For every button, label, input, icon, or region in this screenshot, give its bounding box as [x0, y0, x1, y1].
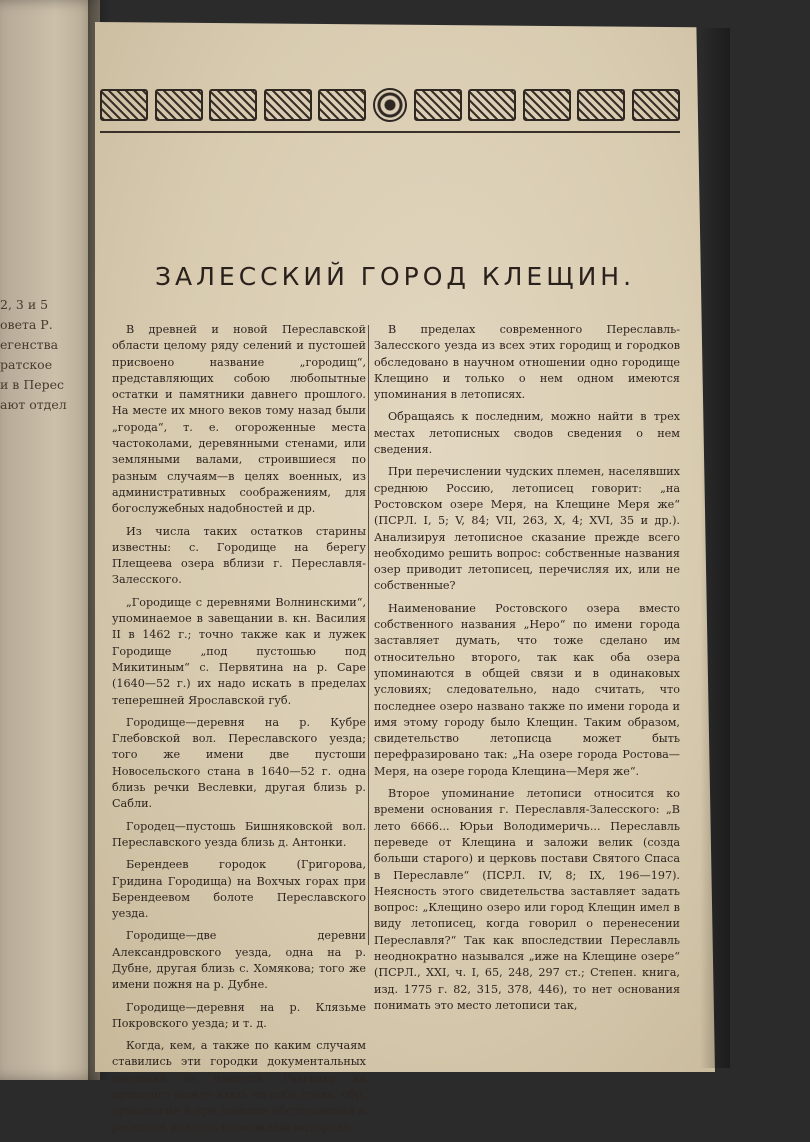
paragraph: Городец—пустошь Бишняковской вол. Переславского уезда близь д. Антонки.: [112, 819, 366, 849]
ornament-panel: [209, 89, 257, 121]
left-column: [112, 322, 366, 1142]
left-text-line: 2, 3 и 5: [0, 297, 49, 312]
left-text-line: ратское: [0, 357, 53, 372]
paragraph: Из числа таких остатков старины известны: с. Городище на берегу Плещеева озера вблизи г. Переславля-Залесского.: [112, 524, 366, 587]
paragraph: Когда, кем, а также по каким случаям ставились эти городки документальных сведений не имеется. Разгадку их прошлого может взять на себя главн. обр. археология и при помощи обследований и раскопок извлечь возможный материал.: [112, 1039, 366, 1134]
left-text-line: ают отдел: [0, 397, 67, 412]
left-text-line: овета Р.: [0, 317, 53, 332]
ornament-panel: [577, 89, 625, 121]
paragraph: В древней и новой Переславской области целому ряду селений и пустошей присвоено название „городищ“, представляющих собою любопытные остатки и памятники давнего прошлого. На месте их много веков тому назад были „города“, т. е. огороженные места частоколами, деревянными стенами, или земляными валами, строившиеся по разным случаям—в целях военных, из административных соображениям, для богослужебных надобностей и др.: [112, 323, 366, 516]
paragraph: Городище—деревня на р. Клязьме Покровского уезда; и т. д.: [112, 1000, 366, 1030]
ornament-rule: [100, 131, 680, 133]
ornament-panel: [632, 89, 680, 121]
paragraph: При перечислении чудских племен, населявших среднюю Россию, летописец говорит: „на Ростовском озере Меря, на Клещине Меря же“ (ПСРЛ. I, 5; V, 84; VII, 263, X, 4; XVI, 35 и др.). Анализируя летописное сказание прежде всего необходимо решить вопрос: собственные названия озер приводит летописец, перечисляя их, или не собственные?: [374, 465, 680, 593]
ornament-panel: [100, 89, 148, 121]
ornament-panel: [523, 89, 571, 121]
paragraph: Городище—деревня на р. Кубре Глебовской вол. Переславского уезда; того же имени две пустоши Новосельского стана в 1640—52 г. одна близь речки Веслевки, другая близь р. Сабли.: [112, 715, 366, 811]
paragraph: Берендеев городок (Григорова, Гридина Городища) на Вохчых горах при Берендеевом болоте Переславского уезда.: [112, 858, 366, 921]
paragraph: В пределах современного Переславль-Залесского уезда из всех этих городищ и городков обследовано в научном отношении одно городище Клещино и только о нем одном имеются упоминания в летописях.: [374, 323, 680, 402]
article-title: ЗАЛЕССКИЙ ГОРОД КЛЕЩИН.: [154, 262, 636, 291]
paragraph: Второе упоминание летописи относится ко времени основания г. Переславля-Залесского: „В лето 6666... Юрьи Володимеричь... Переславль переведе от Клещина и заложи велик (созда больши старого) и церковь постави Святого Спаса в Переславле“ (ПСРЛ. IV, 8; IX, 196—197). Неясность этого свидетельства заставляет задать вопрос: „Клещино озеро или город Клещин имел в виду летописец, когда говорил о перенесении Переславля?“ Так как впоследствии Переславль неоднократно назывался „иже на Клещине озере“ (ПСРЛ., XXI, ч. I, 65, 248, 297 ст.; Степен. книга, изд. 1775 г. 82, 315, 378, 446), то нет основания понимать это место летописи так,: [374, 787, 680, 1012]
ornament-panel: [264, 89, 312, 121]
page-edge-shadow: [700, 28, 730, 1068]
left-text-line: егенства: [0, 337, 59, 352]
paragraph: Городище—две деревни Александровского уезда, одна на р. Дубне, другая близь с. Хомякова; того же имени пожня на р. Дубне.: [112, 929, 366, 992]
ornament-panel: [155, 89, 203, 121]
left-text-line: и в Перес: [0, 377, 65, 392]
ornament-panel: [318, 89, 366, 121]
paragraph: „Городище с деревнями Волнинскими“, упоминаемое в завещании в. кн. Василия II в 1462 г.; точно также как и лужек Городище „под пустошью под Микитиным“ с. Первятина на р. Саре (1640—52 г.) их надо искать в пределах теперешней Ярославской губ.: [112, 595, 366, 707]
paragraph: Обращаясь к последним, можно найти в трех местах летописных сводов сведения о нем сведения.: [374, 410, 680, 457]
ornament-rosette: [373, 88, 407, 122]
column-divider: [368, 325, 369, 945]
right-column: [374, 322, 680, 1020]
header-ornament: [100, 88, 680, 122]
ornament-panel: [468, 89, 516, 121]
paragraph: Наименование Ростовского озера вместо собственного названия „Неро“ по имени города заставляет думать, что тоже сделано им относительно второго, так как оба озера упоминаются в общей связи и в одинаковых условиях; следовательно, надо считать, что последнее озеро названо также по имени города и имя этому городу было Клещин. Таким образом, свидетельство летописца может быть перефразировано так: „На озере города Ростова—Меря, на озере города Клещина—Меря же“.: [374, 601, 680, 778]
left-page-text: [0, 295, 100, 415]
left-page-fragment: [0, 0, 100, 1080]
ornament-panel: [414, 89, 462, 121]
